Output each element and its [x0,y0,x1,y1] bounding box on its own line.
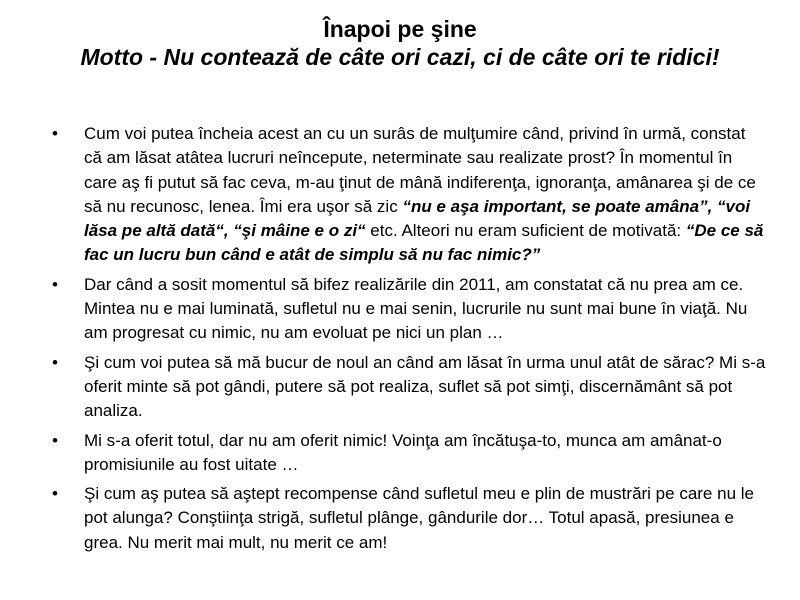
bullet-text: Cum voi putea încheia acest an cu un surâs de mulţumire când, privind în urmă, constat că am lăsat atâtea lucruri neîncepute, neterminate sau realizate prost? În momentul în care aş fi putut să fac ceva, m-au ţinut de mână indiferenţa, ignoranţa, amânarea şi de ce să nu recunosc, lenea. Îmi era uşor să zic [84,124,756,216]
bullet-icon: • [52,124,58,143]
bullet-text: Şi cum voi putea să mă bucur de noul an când am lăsat în urma unul atât de sărac? Mi s-a oferit minte să pot gândi, putere să pot realiza, suflet să pot simţi, discernământ să pot analiza. [84,352,766,421]
slide-header [40,15,760,71]
bullet-emphasis-quotes: “nu e aşa important, se poate amâna”, “voi lăsa pe altă dată“, “şi mâine e o zi“ [84,196,751,241]
bullet-item [48,482,766,555]
bullet-item [48,273,766,346]
bullet-text: Dar când a sosit momentul să bifez realizările din 2011, am constatat că nu prea am ce. Mintea nu e mai luminată, sufletul nu e mai senin, lucrurile nu sunt mai bune în viaţă. Nu am progresat cu nimic, nu am evoluat pe nici un plan … [84,274,748,343]
bullet-icon: • [52,352,58,372]
bullet-emphasis-question: “De ce să fac un lucru bun când e atât de simplu să nu fac nimic?” [84,221,764,265]
slide-motto: Motto - Nu contează de câte ori cazi, ci de câte ori te ridici! [80,44,720,70]
bullet-item [48,122,766,268]
bullet-icon: • [52,484,58,504]
bullet-text: Şi cum aş putea să aştept recompense când sufletul meu e plin de mustrări pe care nu le pot alunga? Conştiinţa strigă, sufletul plânge, gândurile dor… Totul apasă, presiunea e grea. Nu merit mai mult, nu merit ce am! [84,484,754,552]
bullet-text: Mi s-a oferit totul, dar nu am oferit nimic! Voinţa am încătuşa-to, munca am amânat-o promisiunile au fost uitate … [84,430,722,474]
bullet-icon: • [52,430,58,450]
slide-title: Înapoi pe şine [323,16,477,42]
bullet-item [48,351,766,424]
bullet-icon: • [52,274,58,294]
bullet-item [48,429,766,478]
bullet-text: etc. Alteori nu eram suficient de motivată: [365,221,686,241]
bullet-list [48,122,766,560]
